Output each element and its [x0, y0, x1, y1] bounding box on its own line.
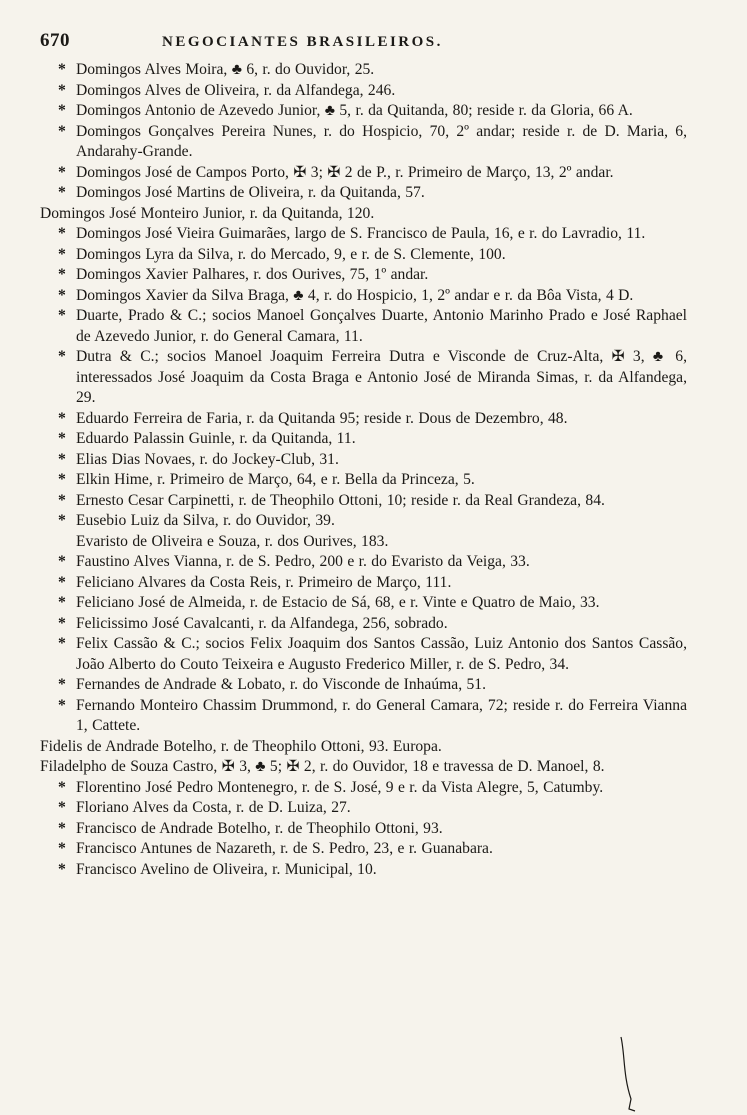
entry-text: Domingos Alves Moira, ♣ 6, r. do Ouvidor, 25.: [76, 61, 375, 78]
merchant-entry: [40, 60, 687, 81]
entry-text: Fernando Monteiro Chassim Drummond, r. do General Camara, 72; reside r. do Ferreira Vianna 1, Cattete.: [76, 696, 687, 734]
merchant-entry: [40, 286, 687, 307]
subscriber-mark: *: [58, 491, 66, 509]
merchant-entry: [40, 573, 687, 594]
subscriber-mark: *: [58, 61, 66, 78]
running-title: NEGOCIANTES BRASILEIROS.: [162, 34, 443, 50]
entry-text: Domingos José Monteiro Junior, r. da Quitanda, 120.: [40, 204, 375, 222]
merchant-entry: [40, 306, 687, 347]
subscriber-mark: *: [58, 266, 66, 283]
subscriber-mark: *: [58, 614, 66, 632]
subscriber-mark: *: [58, 102, 66, 119]
subscriber-mark: *: [58, 512, 66, 529]
entry-text: Elias Dias Novaes, r. do Jockey-Club, 31.: [76, 450, 339, 468]
merchant-entry: [40, 81, 687, 102]
merchant-entry: [40, 614, 687, 635]
entry-text: Francisco de Andrade Botelho, r. de Theophilo Ottoni, 93.: [76, 819, 443, 837]
merchant-entry: [40, 409, 687, 430]
entry-text: Floriano Alves da Costa, r. de D. Luiza, 27.: [76, 799, 351, 816]
merchant-entry: [40, 224, 687, 245]
entry-text: Ernesto Cesar Carpinetti, r. de Theophilo Ottoni, 10; reside r. da Real Grandeza, 84.: [76, 491, 605, 509]
entry-text: Domingos Xavier Palhares, r. dos Ourives, 75, 1º andar.: [76, 266, 429, 283]
entry-text: Fidelis de Andrade Botelho, r. de Theophilo Ottoni, 93. Europa.: [40, 737, 442, 755]
merchant-entry: [40, 798, 687, 819]
subscriber-mark: *: [58, 245, 66, 263]
subscriber-mark: *: [58, 307, 66, 324]
subscriber-mark: *: [58, 430, 66, 447]
entry-text: Domingos Gonçalves Pereira Nunes, r. do Hospicio, 70, 2º andar; reside r. de D. Maria, 6, Andarahy-Grande.: [76, 122, 687, 160]
subscriber-mark: *: [58, 573, 66, 591]
subscriber-mark: *: [58, 163, 66, 181]
subscriber-mark: *: [58, 225, 66, 242]
entry-text: Domingos Alves de Oliveira, r. da Alfandega, 246.: [76, 81, 396, 99]
entry-text: Feliciano Alvares da Costa Reis, r. Primeiro de Março, 111.: [76, 573, 452, 591]
merchant-entries: [40, 60, 687, 880]
subscriber-mark: *: [58, 471, 66, 488]
subscriber-mark: *: [58, 840, 66, 857]
entry-text: Domingos José Martins de Oliveira, r. da Quitanda, 57.: [76, 184, 425, 201]
end-flourish-icon: [617, 1035, 639, 1115]
merchant-entry: [40, 696, 687, 737]
entry-text: Faustino Alves Vianna, r. de S. Pedro, 200 e r. do Evaristo da Veiga, 33.: [76, 553, 530, 570]
subscriber-mark: *: [58, 450, 66, 468]
entry-text: Dutra & C.; socios Manoel Joaquim Ferreira Dutra e Visconde de Cruz-Alta, ✠ 3, ♣ 6, interessados José Joaquim da Costa Braga e Antonio José de Miranda Simas, r. da Alfandega, 29.: [76, 348, 687, 406]
entry-text: Domingos José de Campos Porto, ✠ 3; ✠ 2 de P., r. Primeiro de Março, 13, 2º andar.: [76, 163, 614, 181]
subscriber-mark: *: [58, 594, 66, 611]
subscriber-mark: *: [58, 553, 66, 570]
merchant-entry: [40, 552, 687, 573]
subscriber-mark: *: [58, 635, 66, 652]
subscriber-mark: *: [58, 409, 66, 427]
entry-text: Fernandes de Andrade & Lobato, r. do Visconde de Inhaúma, 51.: [76, 676, 486, 693]
entry-text: Francisco Antunes de Nazareth, r. de S. Pedro, 23, e r. Guanabara.: [76, 840, 493, 857]
entry-text: Feliciano José de Almeida, r. de Estacio de Sá, 68, e r. Vinte e Quatro de Maio, 33.: [76, 594, 600, 611]
entry-text: Florentino José Pedro Montenegro, r. de S. José, 9 e r. da Vista Alegre, 5, Catumby.: [76, 778, 604, 796]
entry-text: Eduardo Palassin Guinle, r. da Quitanda, 11.: [76, 430, 356, 447]
merchant-entry: [40, 757, 687, 778]
merchant-entry: [40, 511, 687, 532]
merchant-entry: [40, 860, 687, 881]
merchant-entry: [40, 634, 687, 675]
entry-text: Francisco Avelino de Oliveira, r. Municipal, 10.: [76, 860, 377, 878]
merchant-entry: [40, 183, 687, 204]
subscriber-mark: *: [58, 286, 66, 304]
entry-text: Eusebio Luiz da Silva, r. do Ouvidor, 39.: [76, 512, 335, 529]
page-number: 670: [40, 30, 70, 51]
merchant-entry: [40, 470, 687, 491]
entry-text: Domingos José Vieira Guimarães, largo de S. Francisco de Paula, 16, e r. do Lavradio, 11.: [76, 225, 646, 242]
subscriber-mark: *: [58, 81, 66, 99]
entry-text: Felicissimo José Cavalcanti, r. da Alfandega, 256, sobrado.: [76, 614, 448, 632]
merchant-entry: [40, 245, 687, 266]
merchant-entry: [40, 819, 687, 840]
subscriber-mark: *: [58, 799, 66, 816]
entry-text: Felix Cassão & C.; socios Felix Joaquim dos Santos Cassão, Luiz Antonio dos Santos Cassão, João Alberto do Couto Teixeira e Augusto Frederico Miller, r. de S. Pedro, 34.: [76, 635, 687, 673]
merchant-entry: [40, 737, 687, 758]
subscriber-mark: *: [58, 184, 66, 201]
merchant-entry: [40, 122, 687, 163]
merchant-entry: [40, 204, 687, 225]
merchant-entry: [40, 101, 687, 122]
merchant-entry: [40, 265, 687, 286]
entry-text: Domingos Antonio de Azevedo Junior, ♣ 5, r. da Quitanda, 80; reside r. da Gloria, 66 A.: [76, 102, 633, 119]
entry-text: Eduardo Ferreira de Faria, r. da Quitanda 95; reside r. Dous de Dezembro, 48.: [76, 409, 568, 427]
merchant-entry: [40, 532, 687, 553]
subscriber-mark: *: [58, 676, 66, 693]
merchant-entry: [40, 593, 687, 614]
merchant-entry: [40, 450, 687, 471]
subscriber-mark: *: [58, 348, 66, 365]
merchant-entry: [40, 839, 687, 860]
merchant-entry: [40, 163, 687, 184]
page-header: [40, 30, 687, 58]
subscriber-mark: *: [58, 778, 66, 796]
merchant-entry: [40, 491, 687, 512]
entry-text: Filadelpho de Souza Castro, ✠ 3, ♣ 5; ✠ 2, r. do Ouvidor, 18 e travessa de D. Manoel, 8.: [40, 758, 605, 775]
entry-text: Elkin Hime, r. Primeiro de Março, 64, e r. Bella da Princeza, 5.: [76, 471, 475, 488]
subscriber-mark: *: [58, 696, 66, 714]
merchant-entry: [40, 429, 687, 450]
subscriber-mark: *: [58, 819, 66, 837]
subscriber-mark: *: [58, 860, 66, 878]
merchant-entry: [40, 778, 687, 799]
merchant-entry: [40, 347, 687, 409]
merchant-entry: [40, 675, 687, 696]
entry-text: Domingos Xavier da Silva Braga, ♣ 4, r. do Hospicio, 1, 2º andar e r. da Bôa Vista, 4 D.: [76, 286, 634, 304]
entry-text: Duarte, Prado & C.; socios Manoel Gonçalves Duarte, Antonio Marinho Prado e José Raphael de Azevedo Junior, r. do General Camara, 11.: [76, 307, 687, 345]
entry-text: Domingos Lyra da Silva, r. do Mercado, 9, e r. de S. Clemente, 100.: [76, 245, 506, 263]
subscriber-mark: *: [58, 122, 66, 140]
entry-text: Evaristo de Oliveira e Souza, r. dos Ourives, 183.: [76, 532, 389, 550]
